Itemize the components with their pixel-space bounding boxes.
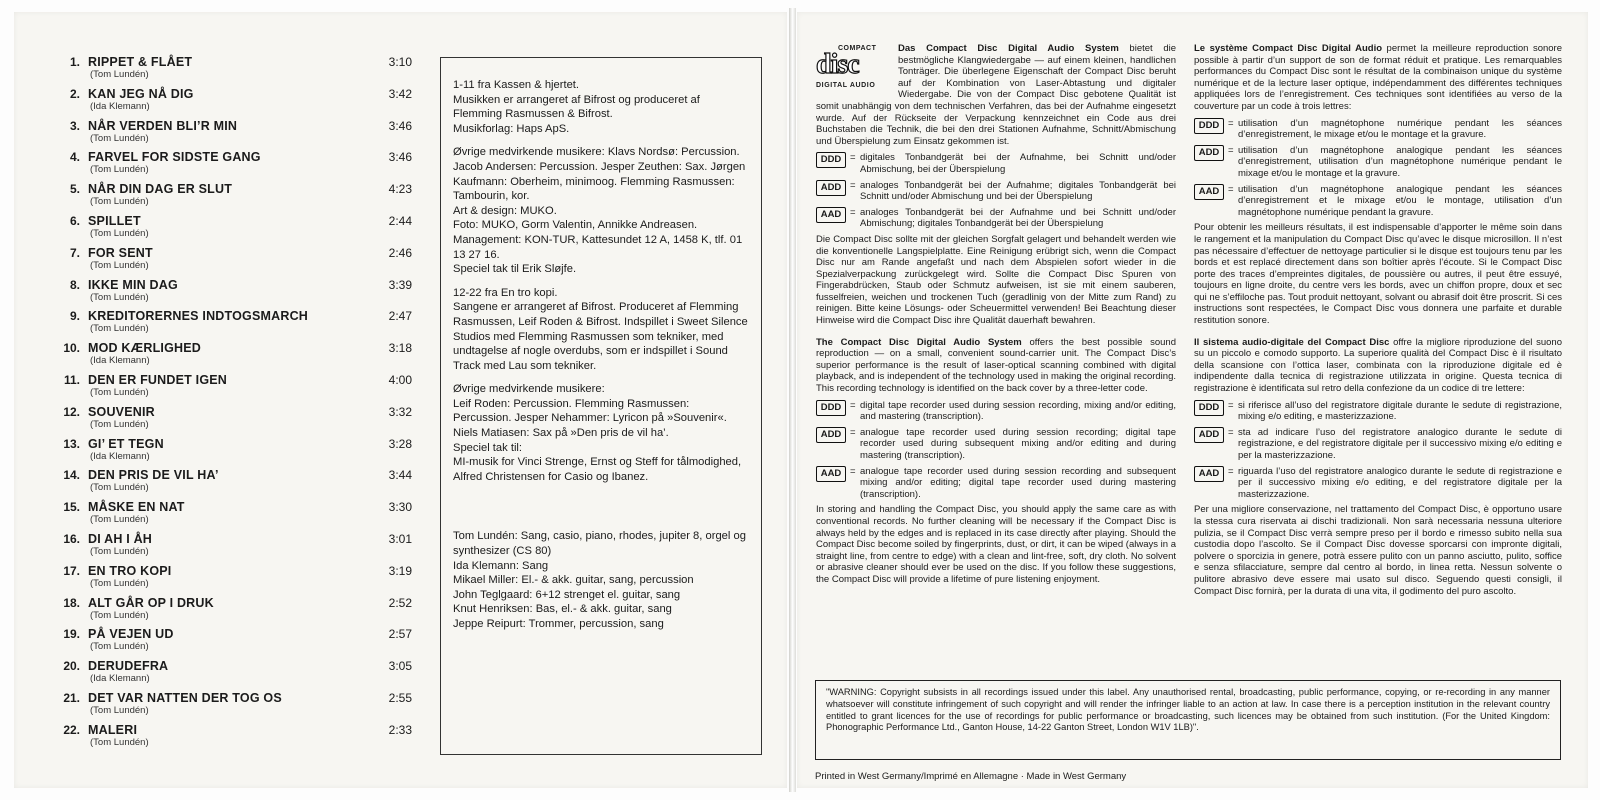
track-composer: (Tom Lundén) (90, 291, 149, 303)
track-composer: (Tom Lundén) (90, 482, 149, 494)
track-title: MALERI (88, 722, 138, 737)
track-duration: 2:46 (388, 245, 412, 260)
code-badge: DDD (1194, 118, 1224, 134)
track-number: 9. (69, 309, 80, 324)
track-number: 6. (69, 213, 80, 228)
track-row (62, 564, 412, 596)
track-composer: (Tom Lundén) (90, 164, 149, 176)
german-codes: DDD = digitales Tonbandgerät bei der Aufnahme, bei Schnitt und/oder Abmischung, bei der Überspielung ADD = analoges Tonbandgerät bei der Aufnahme; digitales Tonbandgerät bei Schnitt und/oder Abmischung und bei der Überspielung AAD = analoges Tonbandgerät bei der Aufnahme und bei Schnitt und/oder Abmischung; digitales Tonbandgerät bei der Überspielung (816, 152, 1176, 230)
italian-codes: DDD = si riferisce all’uso del registratore digitale durante le sedute di registrazione, mixing e/o editing, e masterizzazione. ADD = sta ad indicare l’uso del registratore analogico durante le sedute di registrazione, e del registratore digitale per il successivo mixing e/o editing e per la masterizzazione. AAD = riguarda l’uso del registratore analogico durante le sedute di registrazione e per il successivo mixing e/o editing, e del registratore digitale per la masterizzazione. (1194, 400, 1562, 501)
track-composer: (Tom Lundén) (90, 577, 149, 589)
track-number: 8. (69, 277, 80, 292)
printed-in-notice: Printed in West Germany/Imprimé en Allemagne · Made in West Germany (815, 771, 1127, 782)
compact-disc-logo: COMPACT disc DIGITAL AUDIO (816, 45, 877, 89)
track-duration: 4:23 (388, 182, 412, 197)
track-row (62, 341, 412, 373)
track-number: 14. (63, 468, 80, 483)
track-composer: (Tom Lundén) (90, 259, 149, 271)
track-number: 4. (69, 150, 80, 165)
track-row (62, 87, 412, 119)
credits-block-3: 12-22 fra En tro kopi. Sangene er arrangeret af Bifrost. Produceret af Flemming Rasmussen, Leif Roden & Bifrost. Indspillet i Sweet Silence Studios med Flemming Rasmussen som tekniker, med undtagelse af nogle overdubs, som er indspillet i Sound Track med Lau som tekniker. (453, 286, 748, 372)
track-row (62, 278, 412, 310)
track-duration: 3:05 (388, 659, 412, 674)
track-row (62, 150, 412, 182)
credits-block-1: 1-11 fra Kassen & hjertet. Musikken er arrangeret af Bifrost og produceret af Flemming Rasmussen & Bifrost. Musikforlag: Haps ApS. (453, 79, 700, 135)
track-title: RIPPET & FLÅET (88, 55, 193, 69)
track-row (62, 405, 412, 437)
italian-intro: Il sistema audio-digitale del Compact Disc offre la migliore riproduzione del suono su un piccolo e comodo supporto. La superiore qualità del Compact Disc è il risultato della scansione con l’ottica laser, combinata con la riproduzione digitale ed è indipendente dalla tecnica di registrazione utilizzata in origine. Questa tecnica di registrazione è identificata sul retro della confezione da un codice di tre lettere: (1194, 336, 1563, 395)
track-row (62, 532, 412, 564)
track-composer: (Tom Lundén) (90, 514, 149, 526)
track-row (62, 627, 412, 659)
track-title: EN TRO KOPI (88, 563, 172, 578)
track-row (62, 468, 412, 500)
track-composer: (Ida Klemann) (90, 355, 150, 367)
track-row (62, 500, 412, 532)
track-number: 1. (69, 55, 80, 69)
track-title: FOR SENT (88, 245, 153, 260)
column-french-italian (1194, 43, 1562, 602)
track-composer: (Tom Lundén) (90, 196, 149, 208)
credits-block-5: Tom Lundén: Sang, casio, piano, rhodes, jupiter 8, orgel og synthesizer (CS 80) Ida Klemann: Sang Mikael Miller: El.- & akk. guitar, sang, percussion John Teglgaard: 6+12 strenget el. guitar, sang Knut Henriksen: Bas, el.- & akk. guitar, sang Jeppe Reipurt: Trommer, percussion, sang (453, 530, 746, 630)
track-title: DEN ER FUNDET IGEN (88, 372, 228, 387)
track-number: 20. (63, 659, 80, 674)
code-badge: ADD (1194, 427, 1224, 443)
track-row (62, 55, 412, 87)
track-title: NÅR DIN DAG ER SLUT (88, 182, 233, 197)
track-number: 21. (63, 690, 80, 705)
track-number: 3. (69, 118, 80, 133)
track-title: FARVEL FOR SIDSTE GANG (88, 150, 261, 165)
track-composer: (Tom Lundén) (90, 132, 149, 144)
track-duration: 3:18 (388, 341, 412, 356)
track-title: DERUDEFRA (88, 659, 169, 674)
track-title: SPILLET (88, 213, 141, 228)
track-title: GI’ ET TEGN (88, 436, 164, 451)
track-duration: 3:28 (388, 436, 412, 451)
track-number: 7. (69, 245, 80, 260)
track-duration: 2:57 (388, 627, 412, 642)
credits-box (440, 57, 762, 755)
track-duration: 3:32 (388, 404, 412, 419)
track-composer: (Tom Lundén) (90, 418, 149, 430)
track-number: 5. (69, 182, 80, 197)
track-duration: 3:42 (388, 86, 412, 101)
english-care: In storing and handling the Compact Disc, you should apply the same care as with conventional records. No further cleaning will be necessary if the Compact Disc is always held by the edges and is replaced in its case directly after playing. Should the Compact Disc become soiled by fingerprints, dust, or dirt, it can be wiped (always in a straight line, from centre to edge) with a clean and lint-free, soft, dry cloth. No solvent or abrasive cleaner should ever be used on the disc. If you follow these suggestions, the Compact Disc will provide a lifetime of pure listening enjoyment. (816, 504, 1176, 585)
track-duration: 2:33 (388, 722, 412, 737)
code-badge: AAD (1194, 184, 1224, 200)
track-duration: 3:39 (388, 277, 412, 292)
code-badge: ADD (816, 180, 846, 196)
track-row (62, 596, 412, 628)
german-intro: Das Compact Disc Digital Audio System bietet die bestmögliche Klangwiedergabe — auf einem kleinen, handlichen Tonträger. Die überlegene Eigenschaft der Compact Disc beruht auf der Kombination von Laser-Abtastung und digitaler Wiedergabe. Die von der Compact Disc gebotene Qualität ist somit unabhängig von dem technischen Verfahren, das bei der Aufnahme eingesetzt wurde. Auf der Rückseite der Verpackung kennzeichnet ein Code aus drei Buchstaben die Technik, die bei den drei Stationen Aufnahme, Schnitt/Abmischung und Überspielung zum Einsatz gekommen ist. (816, 43, 1176, 147)
track-duration: 3:10 (388, 55, 412, 69)
track-composer: (Ida Klemann) (90, 673, 150, 685)
code-badge: AAD (816, 207, 846, 223)
track-title: DEN PRIS DE VIL HA’ (88, 468, 219, 483)
track-number: 12. (63, 404, 80, 419)
track-title: SOUVENIR (88, 404, 155, 419)
track-title: DI AH I ÅH (88, 531, 153, 546)
code-badge: AAD (816, 466, 846, 482)
track-composer: (Tom Lundén) (90, 227, 149, 239)
code-badge: DDD (1194, 400, 1224, 416)
track-row (62, 373, 412, 405)
track-number: 19. (63, 627, 80, 642)
italian-care: Per una migliore conservazione, nel trattamento del Compact Disc, è opportuno usare la stessa cura riservata ai dischi tradizionali. Non sarà necessaria nessuna ulteriore pulizia, se il Compact Disc verrà sempre preso per il bordo e rimesso subito nella sua custodia dopo l’ascolto. Se il Compact Disc dovesse sporcarsi con impronte digitali, polvere o sporcizia in genere, potrà essere pulito con un panno asciutto, pulito, soffice e senza sfilacciature, sempre dal centro al bordo, in linea retta. Nessun solvente o pulitore abrasivo deve essere mai usato sul disco. Seguendo questi consigli, il Compact Disc fornirà, per la durata di una vita, il godimento del puro ascolto. (1194, 504, 1562, 597)
track-duration: 2:44 (388, 213, 412, 228)
track-composer: (Tom Lundén) (90, 323, 149, 335)
track-duration: 2:47 (388, 309, 412, 324)
track-row (62, 182, 412, 214)
code-badge: AAD (1194, 466, 1224, 482)
english-codes: DDD = digital tape recorder used during session recording, mixing and/or editing, and mastering (transcription). ADD = analogue tape recorder used during session recording; digital tape recorder used during subsequent mixing and/or editing and during mastering (transcription). AAD = analogue tape recorder used during session recording and subsequent mixing and/or editing; digital tape recorder used during mastering (transcription). (816, 400, 1176, 501)
track-duration: 3:01 (388, 531, 412, 546)
track-duration: 3:44 (388, 468, 412, 483)
track-row (62, 214, 412, 246)
code-badge: DDD (816, 152, 846, 168)
track-title: MÅSKE EN NAT (88, 500, 185, 515)
booklet-fold (789, 8, 796, 792)
credits-block-4: Øvrige medvirkende musikere: Leif Roden: Percussion. Flemming Rasmussen: Percussion. Jesper Nehammer: Lyricon på »Souvenir«. Niels Matiasen: Sax på »Den pris de vil ha’. Speciel tak til: MI-musik for Vinci Strenge, Ernst og Steff for tålmodighed, Alfred Christensen for Casio og Ibanez. (453, 383, 742, 483)
english-intro: The Compact Disc Digital Audio System offers the best possible sound reproduction — on a small, convenient sound-carrier unit. The Compact Disc’s superior performance is the result of laser-optical scanning combined with digital playback, and is independent of the technology used in making the original recording. This recording technology is identified on the back cover by a three-letter code. (816, 336, 1176, 395)
track-duration: 3:46 (388, 118, 412, 133)
track-composer: (Tom Lundén) (90, 386, 149, 398)
track-title: IKKE MIN DAG (88, 277, 178, 292)
tracklist (62, 55, 412, 755)
track-number: 22. (63, 722, 80, 737)
french-care: Pour obtenir les meilleurs résultats, il est indispensable d’apporter le même soin dans le rangement et la manipulation du Compact Disc qu’avec le disque microsillon. Il n’est pas nécessaire d’effectuer de nettoyage particulier si le disque est toujours tenu par les bords et est replacé directement dans son boîtier après l’écoute. Si le Compact Disc porte des traces d’empreintes digitales, de poussière ou autres, il peut être essuyé, toujours en ligne droite, du centre vers les bords, avec un chiffon propre, doux et sec qui ne s’effiloche pas. Tout produit nettoyant, solvant ou abrasif doit être proscrit. Si ces instructions sont respectées, le Compact Disc vous donnera une parfaite et durable restitution sonore. (1194, 222, 1562, 327)
track-title: KREDITORERNES INDTOGSMARCH (88, 309, 309, 324)
german-care: Die Compact Disc sollte mit der gleichen Sorgfalt gelagert und behandelt werden wie die konventionelle Langspielplatte. Eine Reinigung erübrigt sich, wenn die Compact Disc nur am Rande angefaßt und nach dem Abspielen sofort wieder in die Spezialverpackung zurückgelegt wird. Sollte die Compact Disc Spuren von Fingerabdrücken, Staub oder Schmutz aufweisen, ist sie mit einem sauberen, fusselfreien, weichen und trockenen Tuch (geradlinig von der Mitte zum Rand) zu reinigen. Bitte keine Lösungs- oder Scheuermittel verwenden! Bei Beachtung dieser Hinweise wird die Compact Disc ihre Qualität dauerhaft bewahren. (816, 233, 1176, 327)
track-duration: 2:55 (388, 690, 412, 705)
track-composer: (Tom Lundén) (90, 736, 149, 748)
track-composer: (Ida Klemann) (90, 100, 150, 112)
track-number: 17. (63, 563, 80, 578)
track-title: MOD KÆRLIGHED (88, 341, 202, 356)
track-duration: 4:00 (388, 372, 412, 387)
french-codes: DDD = utilisation d’un magnétophone numérique pendant les séances d’enregistrement, le mixage et/ou le montage et la gravure. ADD = utilisation d’un magnétophone analogique pendant les séances d’enregistrement, utilisation d’un magnétophone numérique pendant le mixage et/ou le montage et la gravure. AAD = utilisation d’un magnétophone analogique pendant les séances d’enregistrement et le mixage et/ou le montage, utilisation d’un magnétophone numérique pendant la gravure. (1194, 118, 1562, 219)
track-number: 16. (63, 531, 80, 546)
track-number: 13. (63, 436, 80, 451)
code-badge: DDD (816, 400, 846, 416)
code-badge: ADD (816, 427, 846, 443)
track-row (62, 246, 412, 278)
track-composer: (Tom Lundén) (90, 609, 149, 621)
track-duration: 3:30 (388, 500, 412, 515)
track-row (62, 437, 412, 469)
track-composer: (Tom Lundén) (90, 704, 149, 716)
track-title: PÅ VEJEN UD (88, 627, 174, 642)
track-number: 2. (69, 86, 80, 101)
track-row (62, 309, 412, 341)
track-row (62, 723, 412, 755)
track-number: 18. (63, 595, 80, 610)
track-duration: 3:46 (388, 150, 412, 165)
copyright-warning: "WARNING: Copyright subsists in all recordings issued under this label. Any unauthorised rental, broadcasting, public performance, copying, or re-recording in any manner whatsoever will constitute infringement of such copyright and will render the infringer liable to an action at law. In case there is a perception institution in the relevant country entitled to grant licences for the use of recordings for public performance or broadcasting, such licences may be obtained from such institution. (For the United Kingdom: Phonographic Performance Ltd., Ganton House, 14-22 Ganton Street, London W1V 1LB)". (815, 680, 1561, 760)
code-badge: ADD (1194, 145, 1224, 161)
track-row (62, 659, 412, 691)
track-title: ALT GÅR OP I DRUK (88, 595, 214, 610)
track-composer: (Ida Klemann) (90, 450, 150, 462)
track-composer: (Tom Lundén) (90, 545, 149, 557)
track-row (62, 691, 412, 723)
track-composer: (Tom Lundén) (90, 641, 149, 653)
french-intro: Le système Compact Disc Digital Audio permet la meilleure reproduction sonore possible à partir d’un support de son de format réduit et pratique. Les remarquables performances du Compact Disc sont le résultat de la combinaison unique du système numérique et de la lecture laser optique, indépendamment des différentes techniques appliquées lors de l’enregistrement. Ces techniques sont identifiées au verso de la couverture par un code à trois lettres: (1194, 43, 1563, 112)
track-title: DET VAR NATTEN DER TOG OS (88, 690, 282, 705)
track-title: KAN JEG NÅ DIG (88, 86, 194, 101)
track-duration: 3:19 (388, 563, 412, 578)
track-number: 15. (63, 500, 80, 515)
credits-block-2: Øvrige medvirkende musikere: Klavs Nordsø: Percussion. Jacob Andersen: Percussion. Jesper Zeuthen: Sax. Jørgen Kaufmann: Oberheim, minimoog. Flemming Rasmussen: Tambourin, kor. Art & design: MUKO. Foto: MUKO, Gorm Valentin, Annikke Andreasen. Management: KON-TUR, Kattesundet 12 A, 1458 K, tlf. 01 13 27 16. Speciel tak til Erik Sløjfe. (453, 146, 746, 276)
track-row (62, 119, 412, 151)
column-german-english (816, 43, 1176, 591)
track-number: 10. (63, 341, 80, 356)
track-duration: 2:52 (388, 595, 412, 610)
track-title: NÅR VERDEN BLI’R MIN (88, 118, 238, 133)
track-composer: (Tom Lundén) (90, 69, 149, 80)
track-number: 11. (63, 372, 80, 387)
